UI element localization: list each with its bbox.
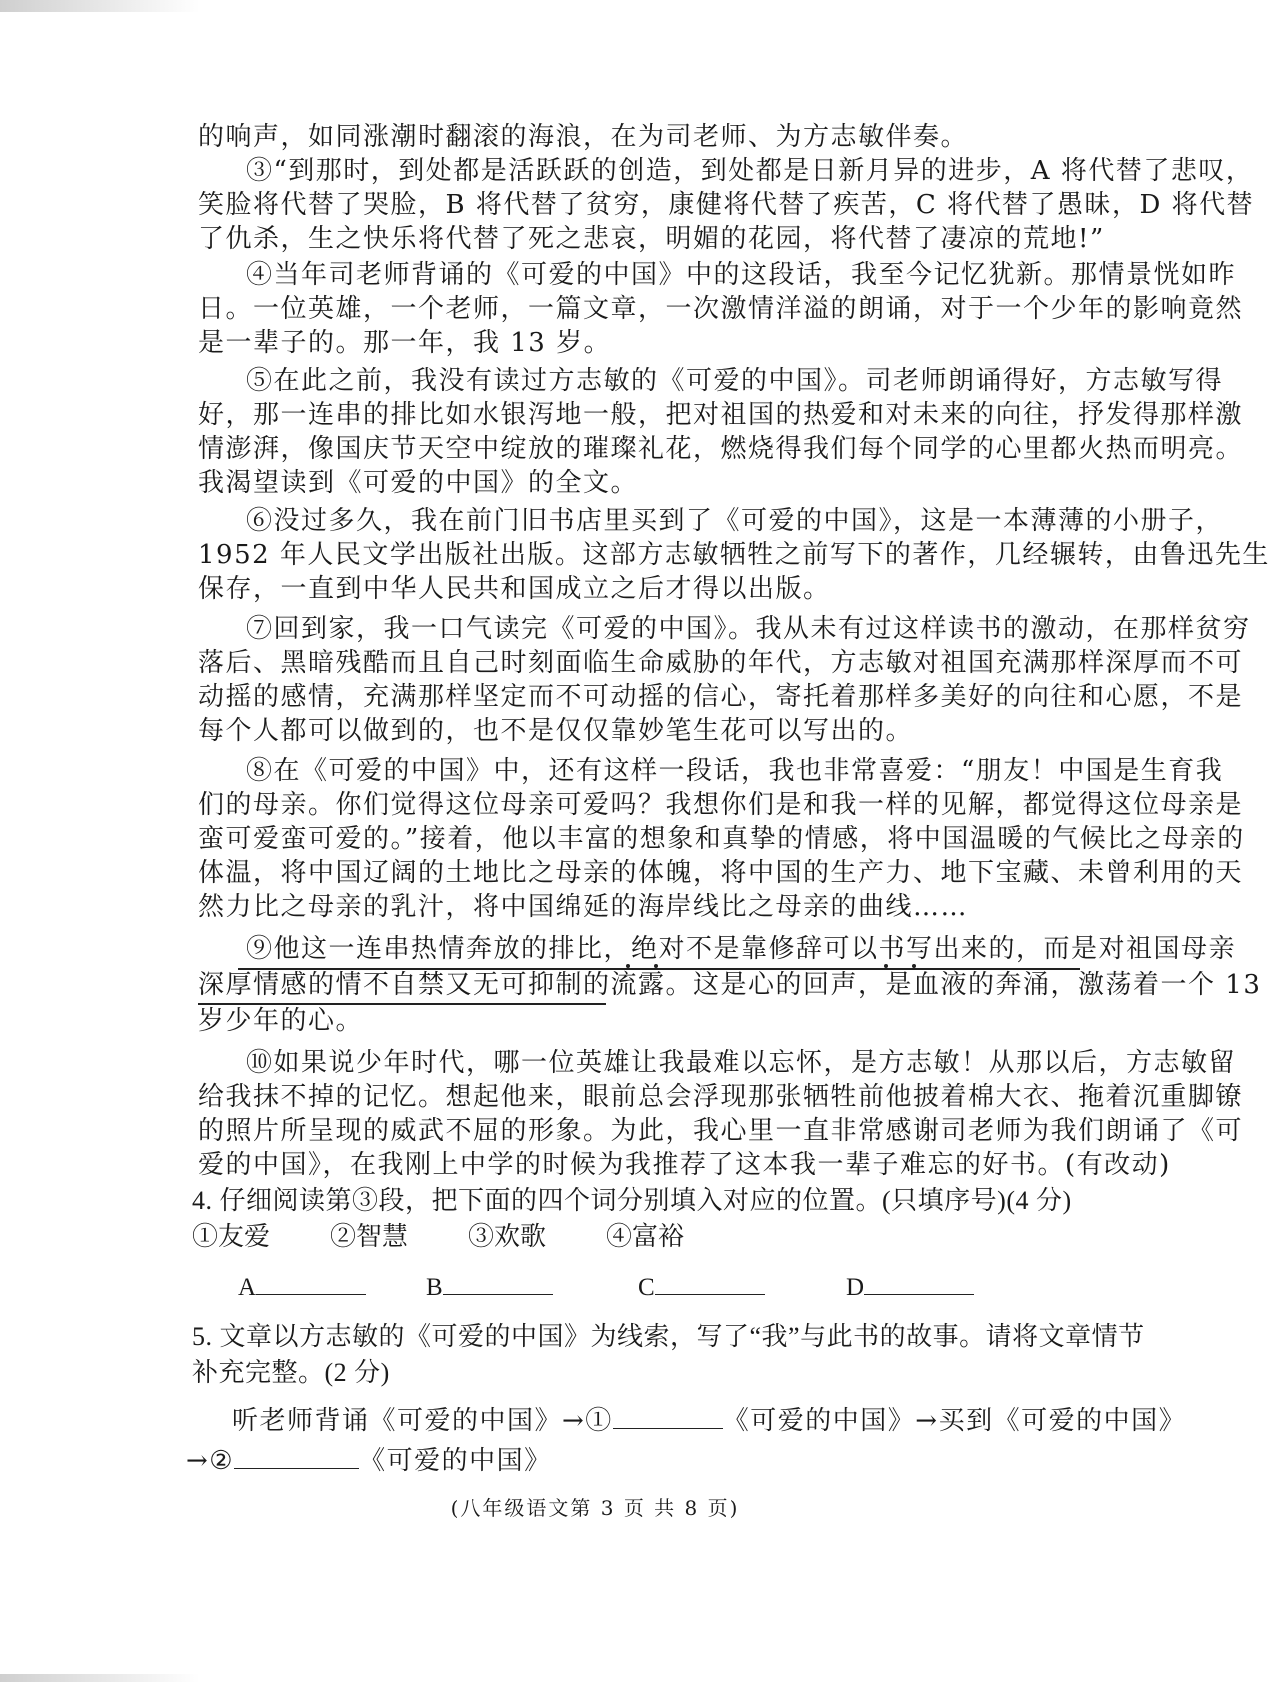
passage-line: 体温，将中国辽阔的土地比之母亲的体魄，将中国的生产力、地下宝藏、未曾利用的天	[198, 858, 1244, 888]
question-5-stem: 5. 文章以方志敏的《可爱的中国》为线索，写了“我”与此书的故事。请将文章情节	[192, 1322, 1145, 1351]
paragraph-9: ⑨他这一连串热情奔放的排比，绝对不是靠修辞可以书写出来的，而是对祖国母亲	[246, 934, 1237, 964]
passage-line: 情澎湃，像国庆节天空中绽放的璀璨礼花，燃烧得我们每个同学的心里都火热而明亮。	[198, 434, 1244, 464]
answer-blank-2[interactable]	[234, 1444, 359, 1469]
q4-option-2: ②智慧	[330, 1222, 409, 1251]
paragraph-5: ⑤在此之前，我没有读过方志敏的《可爱的中国》。司老师朗诵得好，方志敏写得	[246, 366, 1224, 396]
paragraph-7: ⑦回到家，我一口气读完《可爱的中国》。我从未有过这样读书的激动，在那样贫穷	[246, 614, 1251, 644]
scan-edge-mark	[0, 1674, 200, 1682]
passage-line: 笑脸将代替了哭脸，B 将代替了贫穷，康健将代替了疾苦，C 将代替了愚昧，D 将代替	[198, 190, 1255, 220]
q4-option-4: ④富裕	[606, 1222, 685, 1251]
q5-flow-line	[186, 1444, 1066, 1478]
passage-line: 是一辈子的。那一年，我 13 岁。	[198, 328, 612, 358]
passage-line: 我渴望读到《可爱的中国》的全文。	[198, 468, 639, 498]
answer-label: C	[638, 1274, 655, 1301]
passage-line: 保存，一直到中华人民共和国成立之后才得以出版。	[198, 574, 831, 604]
paragraph-3: ③“到那时，到处都是活跃跃的创造，到处都是日新月异的进步，A 将代替了悲叹，	[246, 156, 1254, 186]
answer-label: D	[846, 1274, 865, 1301]
passage-line: 们的母亲。你们觉得这位母亲可爱吗？我想你们是和我一样的见解，都觉得这位母亲是	[198, 790, 1244, 820]
passage-line: 落后、黑暗残酷而且自己时刻面临生命威胁的年代，方志敏对祖国充满那样深厚而不可	[198, 648, 1244, 678]
passage-line: 然力比之母亲的乳汁，将中国绵延的海岸线比之母亲的曲线……	[198, 892, 969, 922]
passage-line	[198, 968, 1262, 1002]
q5-flow-line	[232, 1404, 1187, 1438]
flow-text: 听老师背诵《可爱的中国》→①	[232, 1406, 613, 1436]
q4-answer-b	[426, 1270, 553, 1305]
scan-edge-mark	[0, 0, 200, 12]
answer-blank[interactable]	[256, 1270, 366, 1295]
passage-text: 这是心的回声，是血液的奔涌，激荡着一个 13	[693, 970, 1262, 1000]
flow-text: →②	[186, 1446, 235, 1476]
answer-label: B	[426, 1274, 443, 1301]
answer-blank[interactable]	[443, 1270, 553, 1295]
page-footer: (八年级语文第 3 页 共 8 页)	[450, 1496, 740, 1520]
passage-line: 岁少年的心。	[198, 1006, 364, 1036]
q4-answer-c	[638, 1270, 765, 1305]
passage-line: 动摇的感情，充满那样坚定而不可动摇的信心，寄托着那样多美好的向往和心愿，不是	[198, 682, 1244, 712]
paragraph-10: ⑩如果说少年时代，哪一位英雄让我最难以忘怀，是方志敏！从那以后，方志敏留	[246, 1048, 1237, 1078]
underlined-sentence: 深厚情感的情不自禁又无可抑制的流露。	[198, 970, 694, 1000]
passage-line: 日。一位英雄，一个老师，一篇文章，一次激情洋溢的朗诵，对于一个少年的影响竟然	[198, 294, 1244, 324]
passage-line: 爱的中国》，在我刚上中学的时候为我推荐了这本我一辈子难忘的好书。(有改动)	[198, 1150, 1171, 1180]
question-5-stem: 补充完整。(2 分)	[192, 1358, 390, 1387]
paragraph-4: ④当年司老师背诵的《可爱的中国》中的这段话，我至今记忆犹新。那情景恍如昨	[246, 260, 1237, 290]
flow-text: 《可爱的中国》	[359, 1446, 552, 1476]
passage-line: 1952 年人民文学出版社出版。这部方志敏牺牲之前写下的著作，几经辗转，由鲁迅先生	[198, 540, 1270, 570]
paragraph-6: ⑥没过多久，我在前门旧书店里买到了《可爱的中国》，这是一本薄薄的小册子，	[246, 506, 1224, 536]
flow-text: 《可爱的中国》→买到《可爱的中国》	[722, 1406, 1187, 1436]
passage-line: 每个人都可以做到的，也不是仅仅靠妙笔生花可以写出的。	[198, 716, 914, 746]
paragraph-8: ⑧在《可爱的中国》中，还有这样一段话，我也非常喜爱：“朋友！中国是生育我	[246, 756, 1224, 786]
passage-line: 好，那一连串的排比如水银泻地一般，把对祖国的热爱和对未来的向往，抒发得那样激	[198, 400, 1244, 430]
answer-blank[interactable]	[864, 1270, 974, 1295]
answer-blank[interactable]	[655, 1270, 765, 1295]
passage-line: 的响声，如同涨潮时翻滚的海浪，在为司老师、为方志敏伴奏。	[198, 122, 969, 152]
q4-option-3: ③欢歌	[468, 1222, 547, 1251]
passage-line: 的照片所呈现的威武不屈的形象。为此，我心里一直非常感谢司老师为我们朗诵了《可	[198, 1116, 1244, 1146]
passage-line: 了仇杀，生之快乐将代替了死之悲哀，明媚的花园，将代替了凄凉的荒地!”	[198, 224, 1105, 254]
answer-blank-1[interactable]	[613, 1404, 723, 1429]
passage-line: 蛮可爱蛮可爱的。”接着，他以丰富的想象和真挚的情感，将中国温暖的气候比之母亲的	[198, 824, 1245, 854]
answer-label: A	[238, 1274, 257, 1301]
question-4-stem: 4. 仔细阅读第③段，把下面的四个词分别填入对应的位置。(只填序号)(4 分)	[192, 1186, 1072, 1215]
q4-answer-d	[846, 1270, 974, 1305]
q4-option-1: ①友爱	[192, 1222, 271, 1251]
passage-line: 给我抹不掉的记忆。想起他来，眼前总会浮现那张牺牲前他披着棉大衣、拖着沉重脚镣	[198, 1082, 1244, 1112]
q4-answer-a	[238, 1270, 366, 1305]
